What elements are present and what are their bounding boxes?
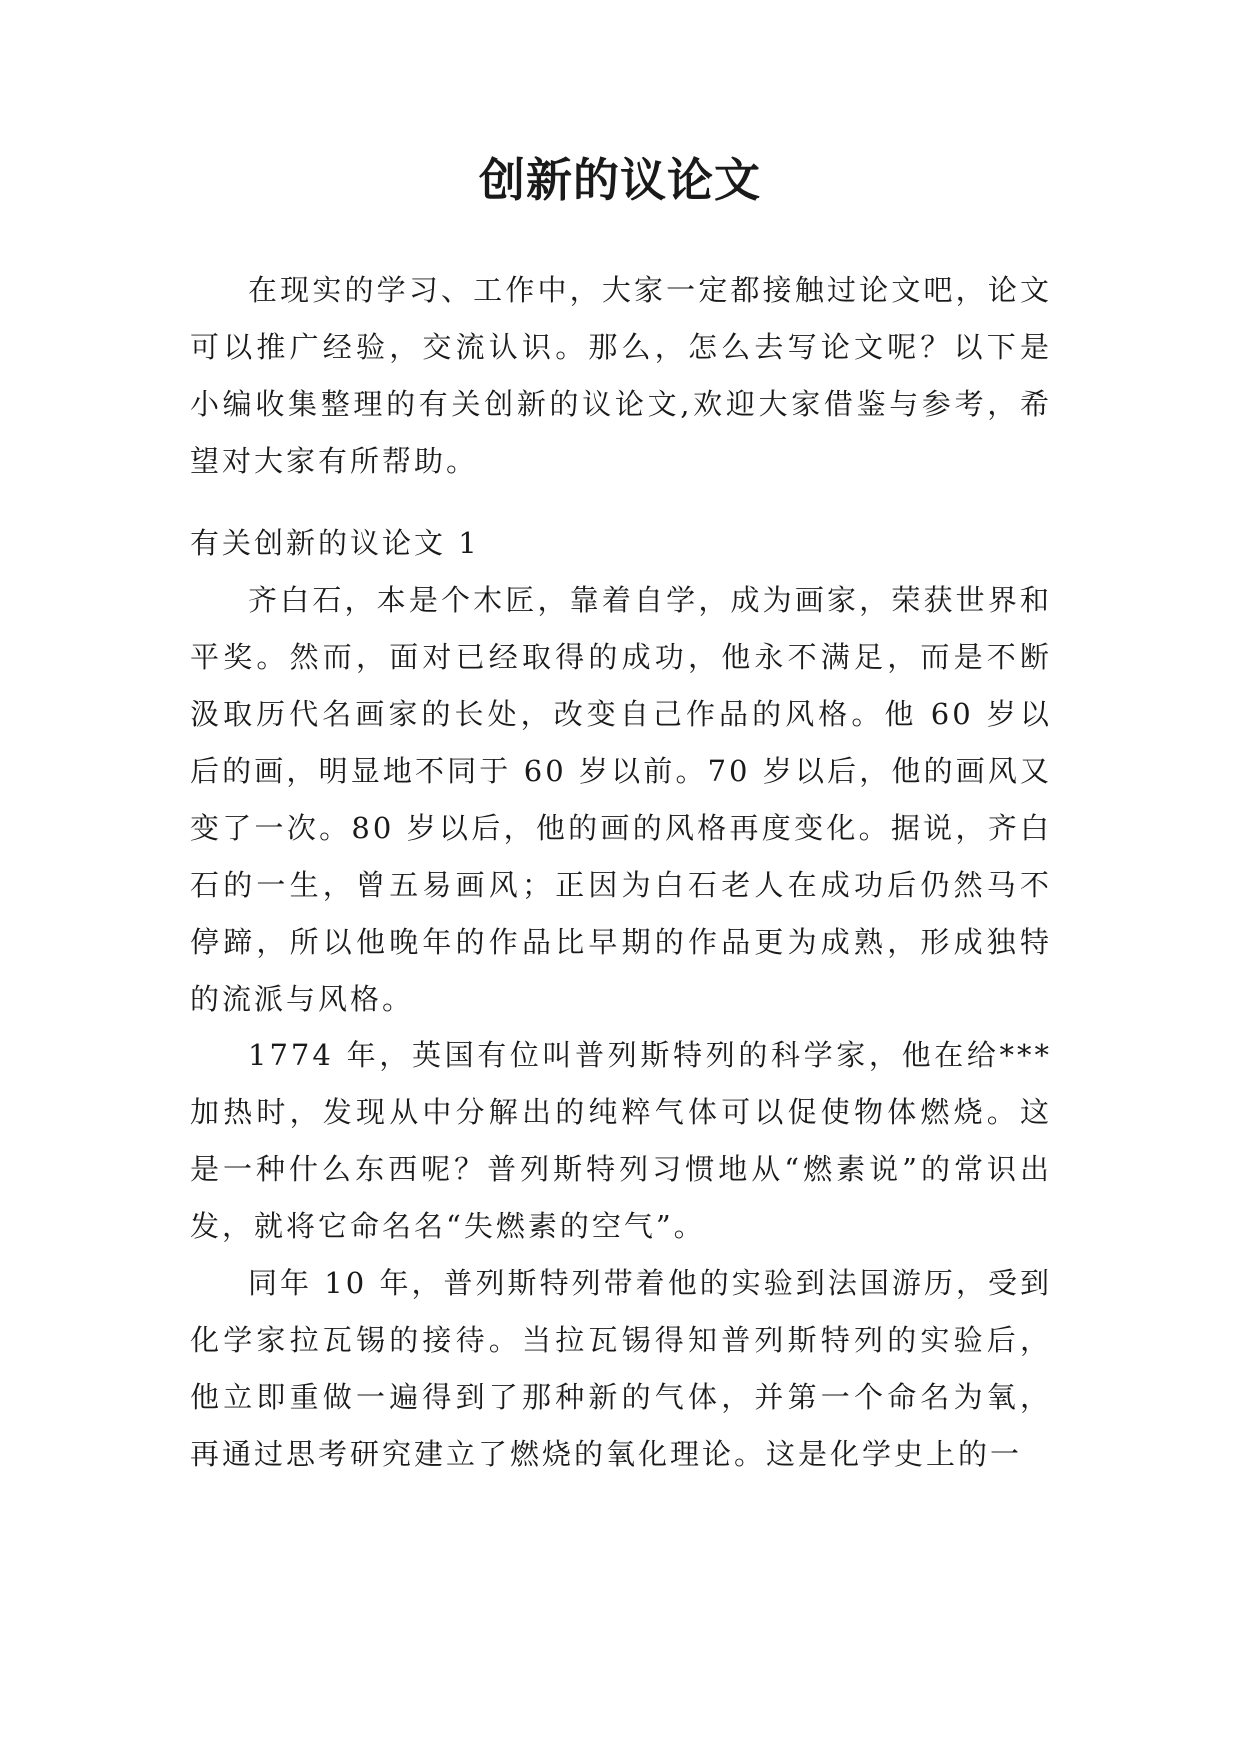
paragraph-qi-baishi: 齐白石，本是个木匠，靠着自学，成为画家，荣获世界和平奖。然而，面对已经取得的成功，他永不满足，而是不断汲取历代名画家的长处，改变自己作品的风格。他 60 岁以后的画，明显地不同于 60 岁以前。70 岁以后，他的画风又变了一次。80 岁以后，他的画的风格再度变化。据说，齐白石的一生，曾五易画风；正因为白石老人在成功后仍然马不停蹄，所以他晚年的作品比早期的作品更为成熟，形成独特的流派与风格。 [190, 583, 1052, 1016]
intro-paragraph: 在现实的学习、工作中，大家一定都接触过论文吧，论文可以推广经验，交流认识。那么，怎么去写论文呢？以下是小编收集整理的有关创新的议论文,欢迎大家借鉴与参考，希望对大家有所帮助。 [190, 273, 1052, 478]
paragraph-lavoisier: 同年 10 年，普列斯特列带着他的实验到法国游历，受到化学家拉瓦锡的接待。当拉瓦锡得知普列斯特列的实验后，他立即重做一遍得到了那种新的气体，并第一个命名为氧，再通过思考研究建立了燃烧的氧化理论。这是化学史上的一 [190, 1266, 1052, 1471]
section-heading: 有关创新的议论文 1 [190, 526, 480, 560]
document-title: 创新的议论文 [479, 153, 761, 207]
paragraph-priestley: 1774 年，英国有位叫普列斯特列的科学家，他在给***加热时，发现从中分解出的纯粹气体可以促使物体燃烧。这是一种什么东西呢？普列斯特列习惯地从“燃素说”的常识出发，就将它命名名“失燃素的空气”。 [190, 1038, 1052, 1243]
